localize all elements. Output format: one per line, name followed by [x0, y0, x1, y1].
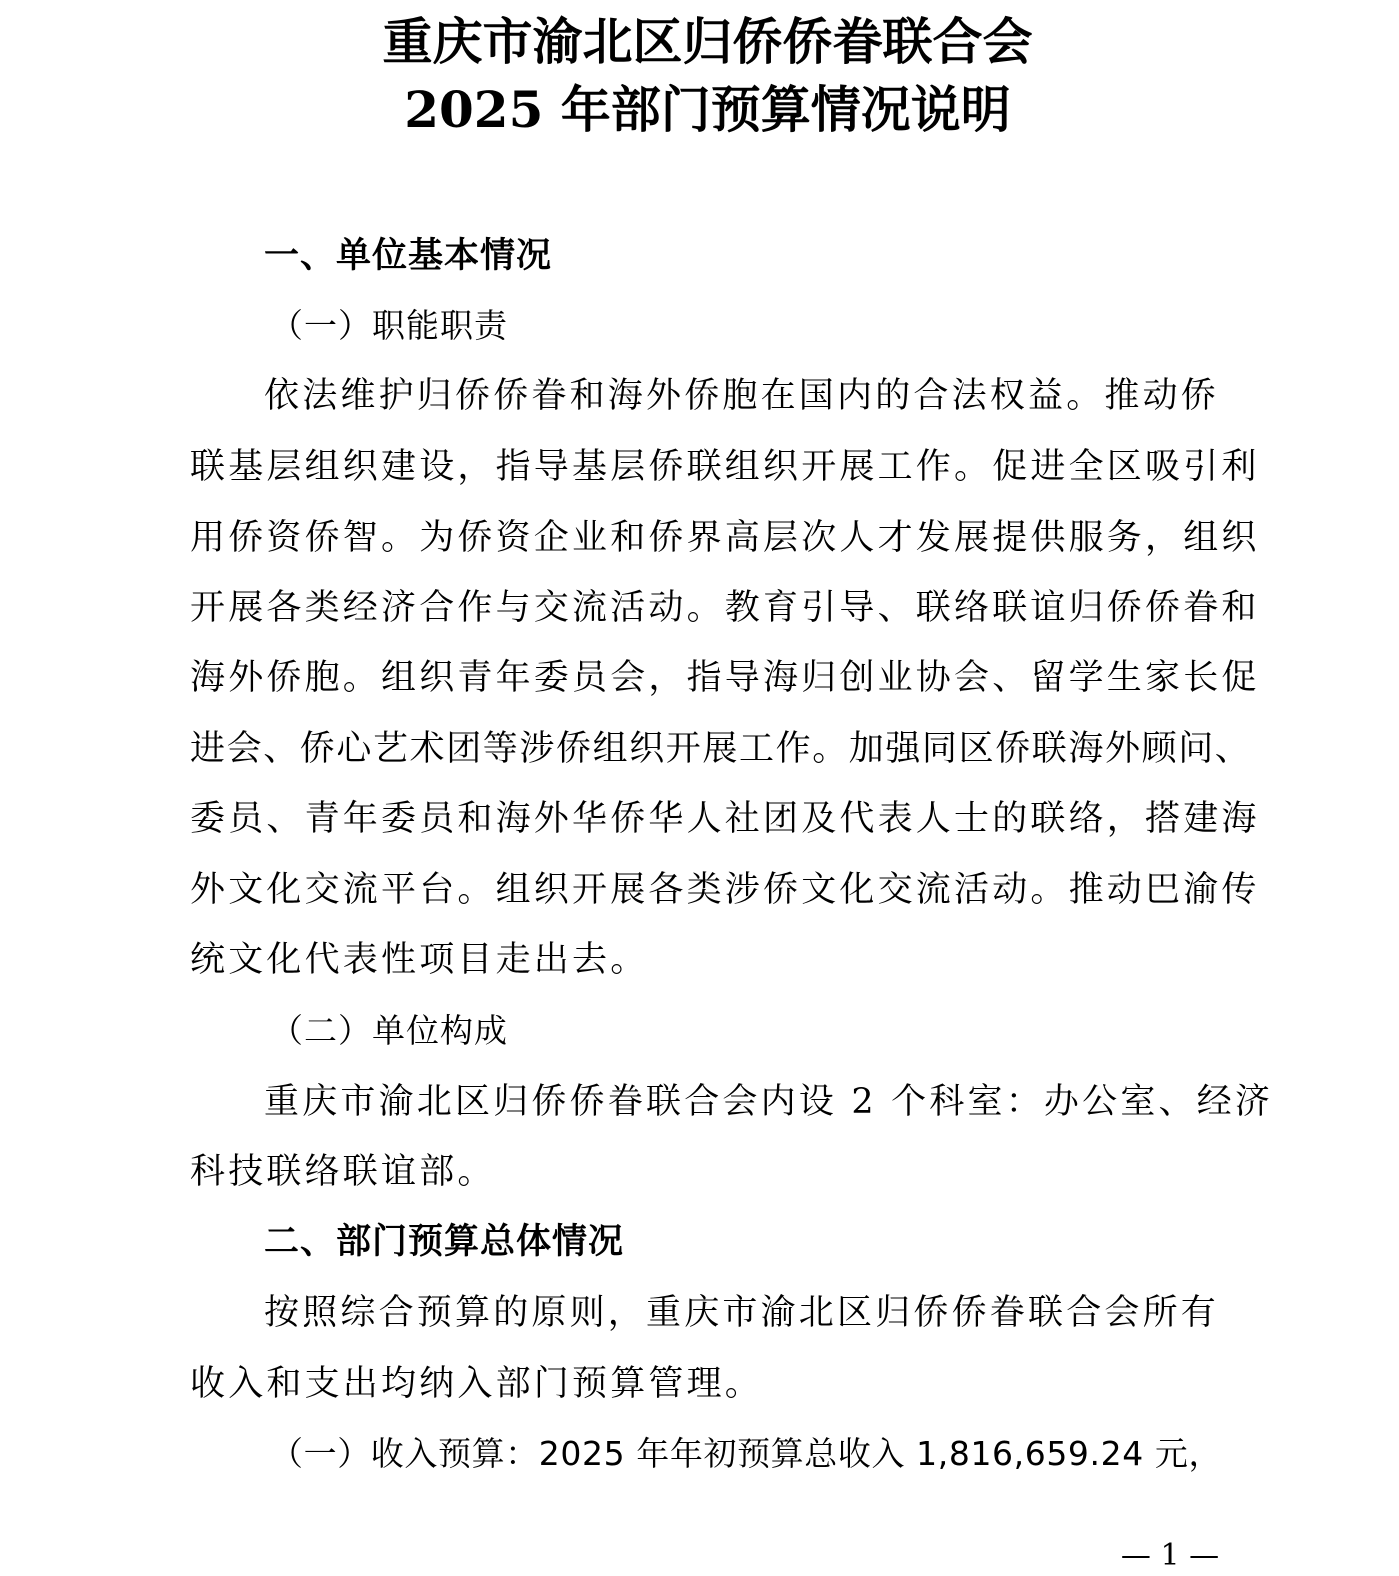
- section-2-heading: 二、部门预算总体情况: [264, 1222, 625, 1262]
- paragraph-line: 委员、青年委员和海外华侨华人社团及代表人士的联络，搭建海: [190, 799, 1260, 839]
- paragraph-line: 收入和支出均纳入部门预算管理。: [190, 1364, 764, 1404]
- paragraph-line: 科技联络联谊部。: [190, 1152, 496, 1192]
- page-number: — 1 —: [1120, 1538, 1220, 1573]
- paragraph-line: 统文化代表性项目走出去。: [190, 940, 649, 980]
- paragraph-line: 重庆市渝北区归侨侨眷联合会内设 2 个科室：办公室、经济: [264, 1082, 1274, 1122]
- subsection-1-1-heading: （一）职能职责: [270, 306, 508, 345]
- section-1-heading: 一、单位基本情况: [264, 236, 553, 276]
- paragraph-line: 进会、侨心艺术团等涉侨组织开展工作。加强同区侨联海外顾问、: [190, 729, 1252, 769]
- subsection-1-2-heading: （二）单位构成: [270, 1011, 508, 1050]
- paragraph-line: 依法维护归侨侨眷和海外侨胞在国内的合法权益。推动侨: [264, 376, 1220, 416]
- income-budget-line: （一）收入预算：2025 年年初预算总收入 1,816,659.24 元，: [270, 1434, 1223, 1473]
- paragraph-line: 海外侨胞。组织青年委员会，指导海归创业协会、留学生家长促: [190, 658, 1260, 698]
- document-title-line-2: 2025 年部门预算情况说明: [404, 80, 1011, 139]
- paragraph-line: 联基层组织建设，指导基层侨联组织开展工作。促进全区吸引利: [190, 447, 1260, 487]
- paragraph-line: 外文化交流平台。组织开展各类涉侨文化交流活动。推动巴渝传: [190, 870, 1260, 910]
- paragraph-line: 用侨资侨智。为侨资企业和侨界高层次人才发展提供服务，组织: [190, 518, 1260, 558]
- paragraph-line: 开展各类经济合作与交流活动。教育引导、联络联谊归侨侨眷和: [190, 588, 1260, 628]
- document-title-line-1: 重庆市渝北区归侨侨眷联合会: [382, 12, 1033, 71]
- paragraph-line: 按照综合预算的原则，重庆市渝北区归侨侨眷联合会所有: [264, 1293, 1220, 1333]
